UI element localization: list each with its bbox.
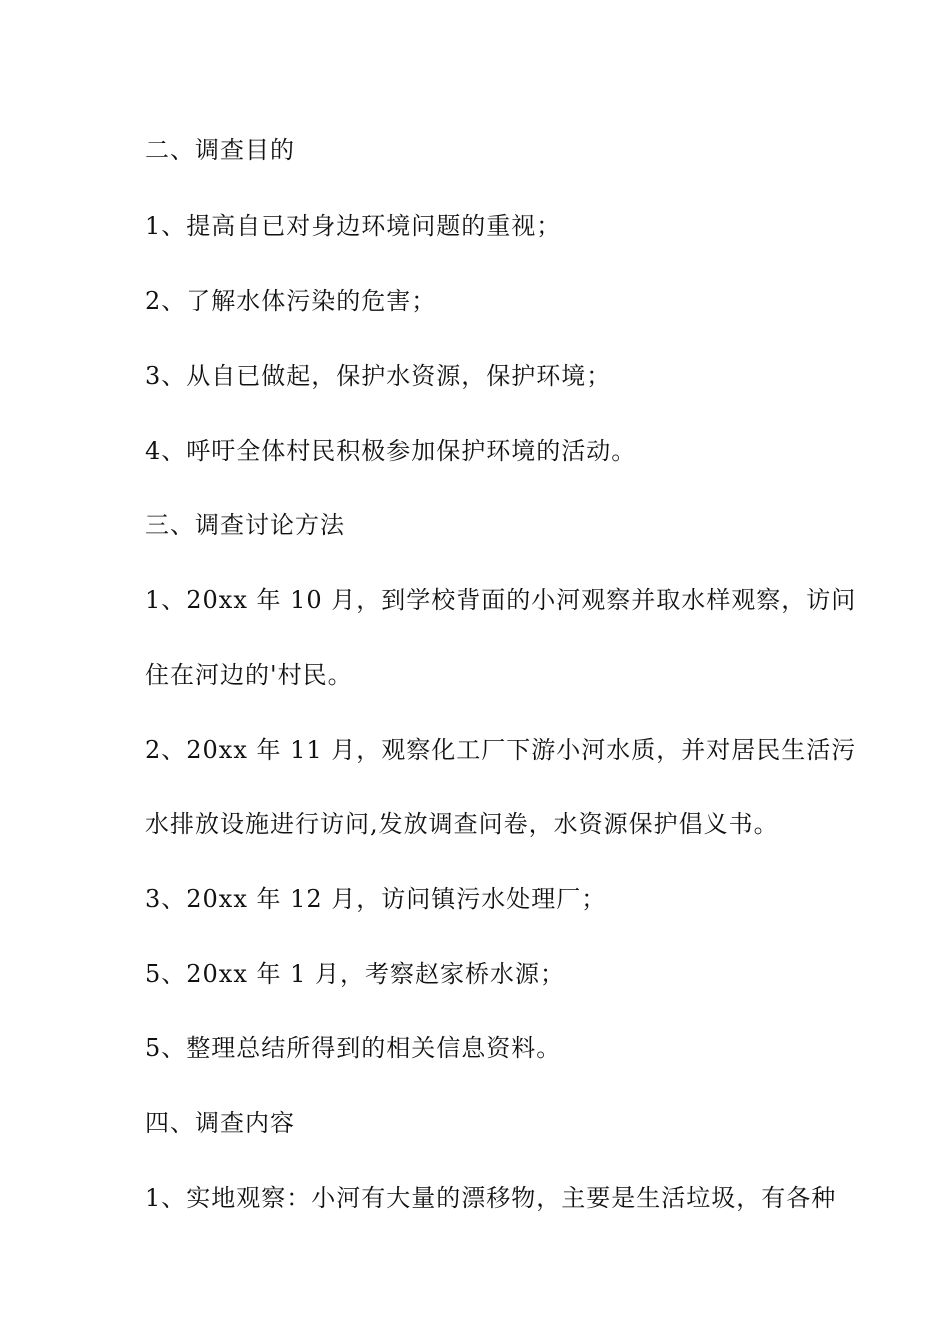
method-item-4: 5、20xx 年 1 月，考察赵家桥水源； <box>145 960 566 988</box>
purpose-item-3: 3、从自已做起，保护水资源，保护环境； <box>145 362 612 390</box>
purpose-item-1: 1、提高自已对身边环境问题的重视； <box>145 212 562 240</box>
method-item-2-line-1: 2、20xx 年 11 月，观察化工厂下游小河水质，并对居民生活污 <box>145 736 857 764</box>
purpose-item-4: 4、呼吁全体村民积极参加保护环境的活动。 <box>145 437 637 465</box>
method-item-1-line-1: 1、20xx 年 10 月，到学校背面的小河观察并取水样观察，访问 <box>145 586 857 614</box>
method-item-2-line-2: 水排放设施进行访问,发放调查问卷，水资源保护倡义书。 <box>145 810 779 838</box>
content-item-1-line-1: 1、实地观察：小河有大量的漂移物，主要是生活垃圾，有各种 <box>145 1184 837 1212</box>
section-heading-method: 三、调查讨论方法 <box>145 511 345 539</box>
section-heading-content: 四、调查内容 <box>145 1109 295 1137</box>
purpose-item-2: 2、了解水体污染的危害； <box>145 287 437 315</box>
section-heading-purpose: 二、调查目的 <box>145 136 295 164</box>
method-item-1-line-2: 住在河边的'村民。 <box>145 661 353 689</box>
method-item-5: 5、整理总结所得到的相关信息资料。 <box>145 1034 562 1062</box>
method-item-3: 3、20xx 年 12 月，访问镇污水处理厂； <box>145 885 607 913</box>
